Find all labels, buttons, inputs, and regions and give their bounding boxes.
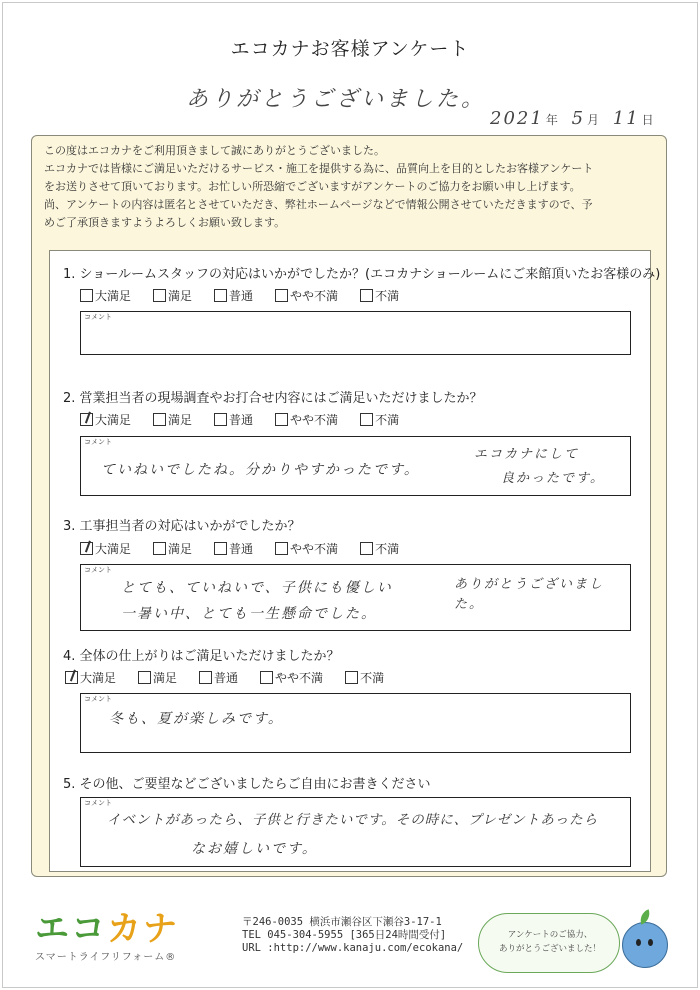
checkbox[interactable] xyxy=(275,413,288,426)
option-somewhat-dissatisfied[interactable]: やや不満 xyxy=(275,540,338,557)
question-4-options xyxy=(65,669,406,686)
date-year-unit: 年 xyxy=(545,113,560,127)
option-dissatisfied[interactable]: 不満 xyxy=(360,411,399,428)
checkbox-checked[interactable] xyxy=(80,542,93,555)
option-neutral[interactable]: 普通 xyxy=(214,540,253,557)
comment-label: コメント xyxy=(84,438,112,446)
address-line: 〒246-0035 横浜市瀬谷区下瀬谷3-17-1 xyxy=(242,916,442,928)
handwritten-date xyxy=(490,108,660,129)
checkbox[interactable] xyxy=(275,289,288,302)
bubble-line: ありがとうございました！ xyxy=(498,944,601,954)
logo-char: エ xyxy=(35,909,71,949)
comment-label: コメント xyxy=(84,313,112,321)
comment-line: エコカナにして xyxy=(474,447,580,462)
comment-line: ていねいでしたね。分かりやすかったです。 xyxy=(101,462,420,478)
option-dissatisfied[interactable]: 不満 xyxy=(345,669,384,686)
mascot-eye xyxy=(636,939,641,946)
comment-label: コメント xyxy=(84,799,112,807)
comment-line: ありがとうございました。 xyxy=(454,577,605,612)
checkbox[interactable] xyxy=(260,671,273,684)
checkbox[interactable] xyxy=(214,289,227,302)
intro-line: めご了承頂きますようよろしくお願い致します。 xyxy=(44,216,286,229)
option-very-satisfied[interactable]: 大満足 xyxy=(80,411,131,428)
question-1: 1. ショールームスタッフの対応はいかがでしたか？(エコカナショールームにご来館頂いたお客様のみ) xyxy=(63,267,661,282)
questions-area xyxy=(49,250,661,872)
option-neutral[interactable]: 普通 xyxy=(214,287,253,304)
question-3: 3. 工事担当者の対応はいかがでしたか？ xyxy=(63,519,301,534)
url-line: URL :http://www.kanaju.com/ecokana/ xyxy=(242,942,464,954)
comment-line: 良かったです。 xyxy=(501,471,605,486)
option-somewhat-dissatisfied[interactable]: やや不満 xyxy=(260,669,323,686)
comment-box-1[interactable] xyxy=(80,311,631,355)
comment-box-3[interactable] xyxy=(80,564,631,631)
checkbox-checked[interactable] xyxy=(80,413,93,426)
intro-text xyxy=(44,142,656,232)
checkbox[interactable] xyxy=(153,289,166,302)
option-satisfied[interactable]: 満足 xyxy=(153,287,192,304)
option-satisfied[interactable]: 満足 xyxy=(153,540,192,557)
option-satisfied[interactable]: 満足 xyxy=(138,669,177,686)
date-year: 2021 xyxy=(490,108,544,129)
logo-char: コ xyxy=(71,909,107,949)
logo-char: カ xyxy=(107,909,143,949)
comment-label: コメント xyxy=(84,566,112,574)
checkbox[interactable] xyxy=(345,671,358,684)
survey-title: エコカナお客様アンケート xyxy=(230,38,470,60)
question-5: 5. その他、ご要望などございましたらご自由にお書きください xyxy=(63,777,431,792)
checkbox[interactable] xyxy=(199,671,212,684)
checkbox[interactable] xyxy=(360,289,373,302)
question-2: 2. 営業担当者の現場調査やお打合せ内容にはご満足いただけましたか？ xyxy=(63,391,483,406)
checkbox-checked[interactable] xyxy=(65,671,78,684)
question-1-options xyxy=(80,287,421,304)
checkbox[interactable] xyxy=(214,542,227,555)
intro-line: 尚、アンケートの内容は匿名とさせていただき、弊社ホームページなどで情報公開させていただきますので、予 xyxy=(44,198,593,211)
question-2-options xyxy=(80,411,421,428)
checkbox[interactable] xyxy=(138,671,151,684)
bubble-text xyxy=(491,928,609,956)
option-somewhat-dissatisfied[interactable]: やや不満 xyxy=(275,287,338,304)
question-4: 4. 全体の仕上がりはご満足いただけましたか？ xyxy=(63,649,340,664)
checkbox[interactable] xyxy=(153,542,166,555)
checkbox[interactable] xyxy=(80,289,93,302)
option-somewhat-dissatisfied[interactable]: やや不満 xyxy=(275,411,338,428)
option-very-satisfied[interactable]: 大満足 xyxy=(65,669,116,686)
comment-line: 冬も、夏が楽しみです。 xyxy=(109,711,284,727)
date-month: 5 xyxy=(571,108,586,129)
option-dissatisfied[interactable]: 不満 xyxy=(360,287,399,304)
bubble-line: アンケートのご協力、 xyxy=(507,930,593,940)
comment-box-4[interactable] xyxy=(80,693,631,753)
intro-line: この度はエコカナをご利用頂きまして誠にありがとうございました。 xyxy=(44,144,385,157)
option-very-satisfied[interactable]: 大満足 xyxy=(80,287,131,304)
date-month-unit: 月 xyxy=(587,113,602,127)
option-neutral[interactable]: 普通 xyxy=(214,411,253,428)
option-neutral[interactable]: 普通 xyxy=(199,669,238,686)
logo-tagline: スマートライフリフォーム® xyxy=(35,952,177,963)
question-3-options xyxy=(80,540,421,557)
contact-address xyxy=(242,916,463,955)
phone-line: TEL 045-304-5955 [365日24時間受付] xyxy=(242,929,447,941)
comment-box-2[interactable] xyxy=(80,436,631,496)
option-very-satisfied[interactable]: 大満足 xyxy=(80,540,131,557)
checkbox[interactable] xyxy=(275,542,288,555)
checkbox[interactable] xyxy=(360,542,373,555)
comment-line: 一暑い中、とても一生懸命でした。 xyxy=(121,606,377,622)
logo-wordmark xyxy=(35,909,179,949)
ecokana-logo xyxy=(35,909,179,963)
option-satisfied[interactable]: 満足 xyxy=(153,411,192,428)
comment-label: コメント xyxy=(84,695,112,703)
comment-box-5[interactable] xyxy=(80,797,631,867)
comment-line: なお嬉しいです。 xyxy=(191,841,318,857)
logo-char: ナ xyxy=(143,909,179,949)
thanks-speech-bubble xyxy=(478,913,620,973)
comment-line: イベントがあったら、子供と行きたいです。その時に、プレゼントあったら xyxy=(107,812,599,828)
intro-line: エコカナでは皆様にご満足いただけるサービス・施工を提供する為に、品質向上を目的としたお客様アンケート xyxy=(44,162,594,175)
earth-mascot-icon xyxy=(622,922,668,968)
checkbox[interactable] xyxy=(214,413,227,426)
checkbox[interactable] xyxy=(360,413,373,426)
intro-line: をお送りさせて頂いております。お忙しい所恐縮でございますがアンケートのご協力をお願い申し上げます。 xyxy=(44,180,581,193)
date-day: 11 xyxy=(612,108,640,129)
handwritten-greeting: ありがとうございました。 xyxy=(186,87,487,112)
mascot-eye xyxy=(648,939,653,946)
checkbox[interactable] xyxy=(153,413,166,426)
option-dissatisfied[interactable]: 不満 xyxy=(360,540,399,557)
survey-panel xyxy=(31,135,667,877)
date-day-unit: 日 xyxy=(641,113,656,127)
comment-line: とても、ていねいで、子供にも優しい xyxy=(121,580,393,596)
